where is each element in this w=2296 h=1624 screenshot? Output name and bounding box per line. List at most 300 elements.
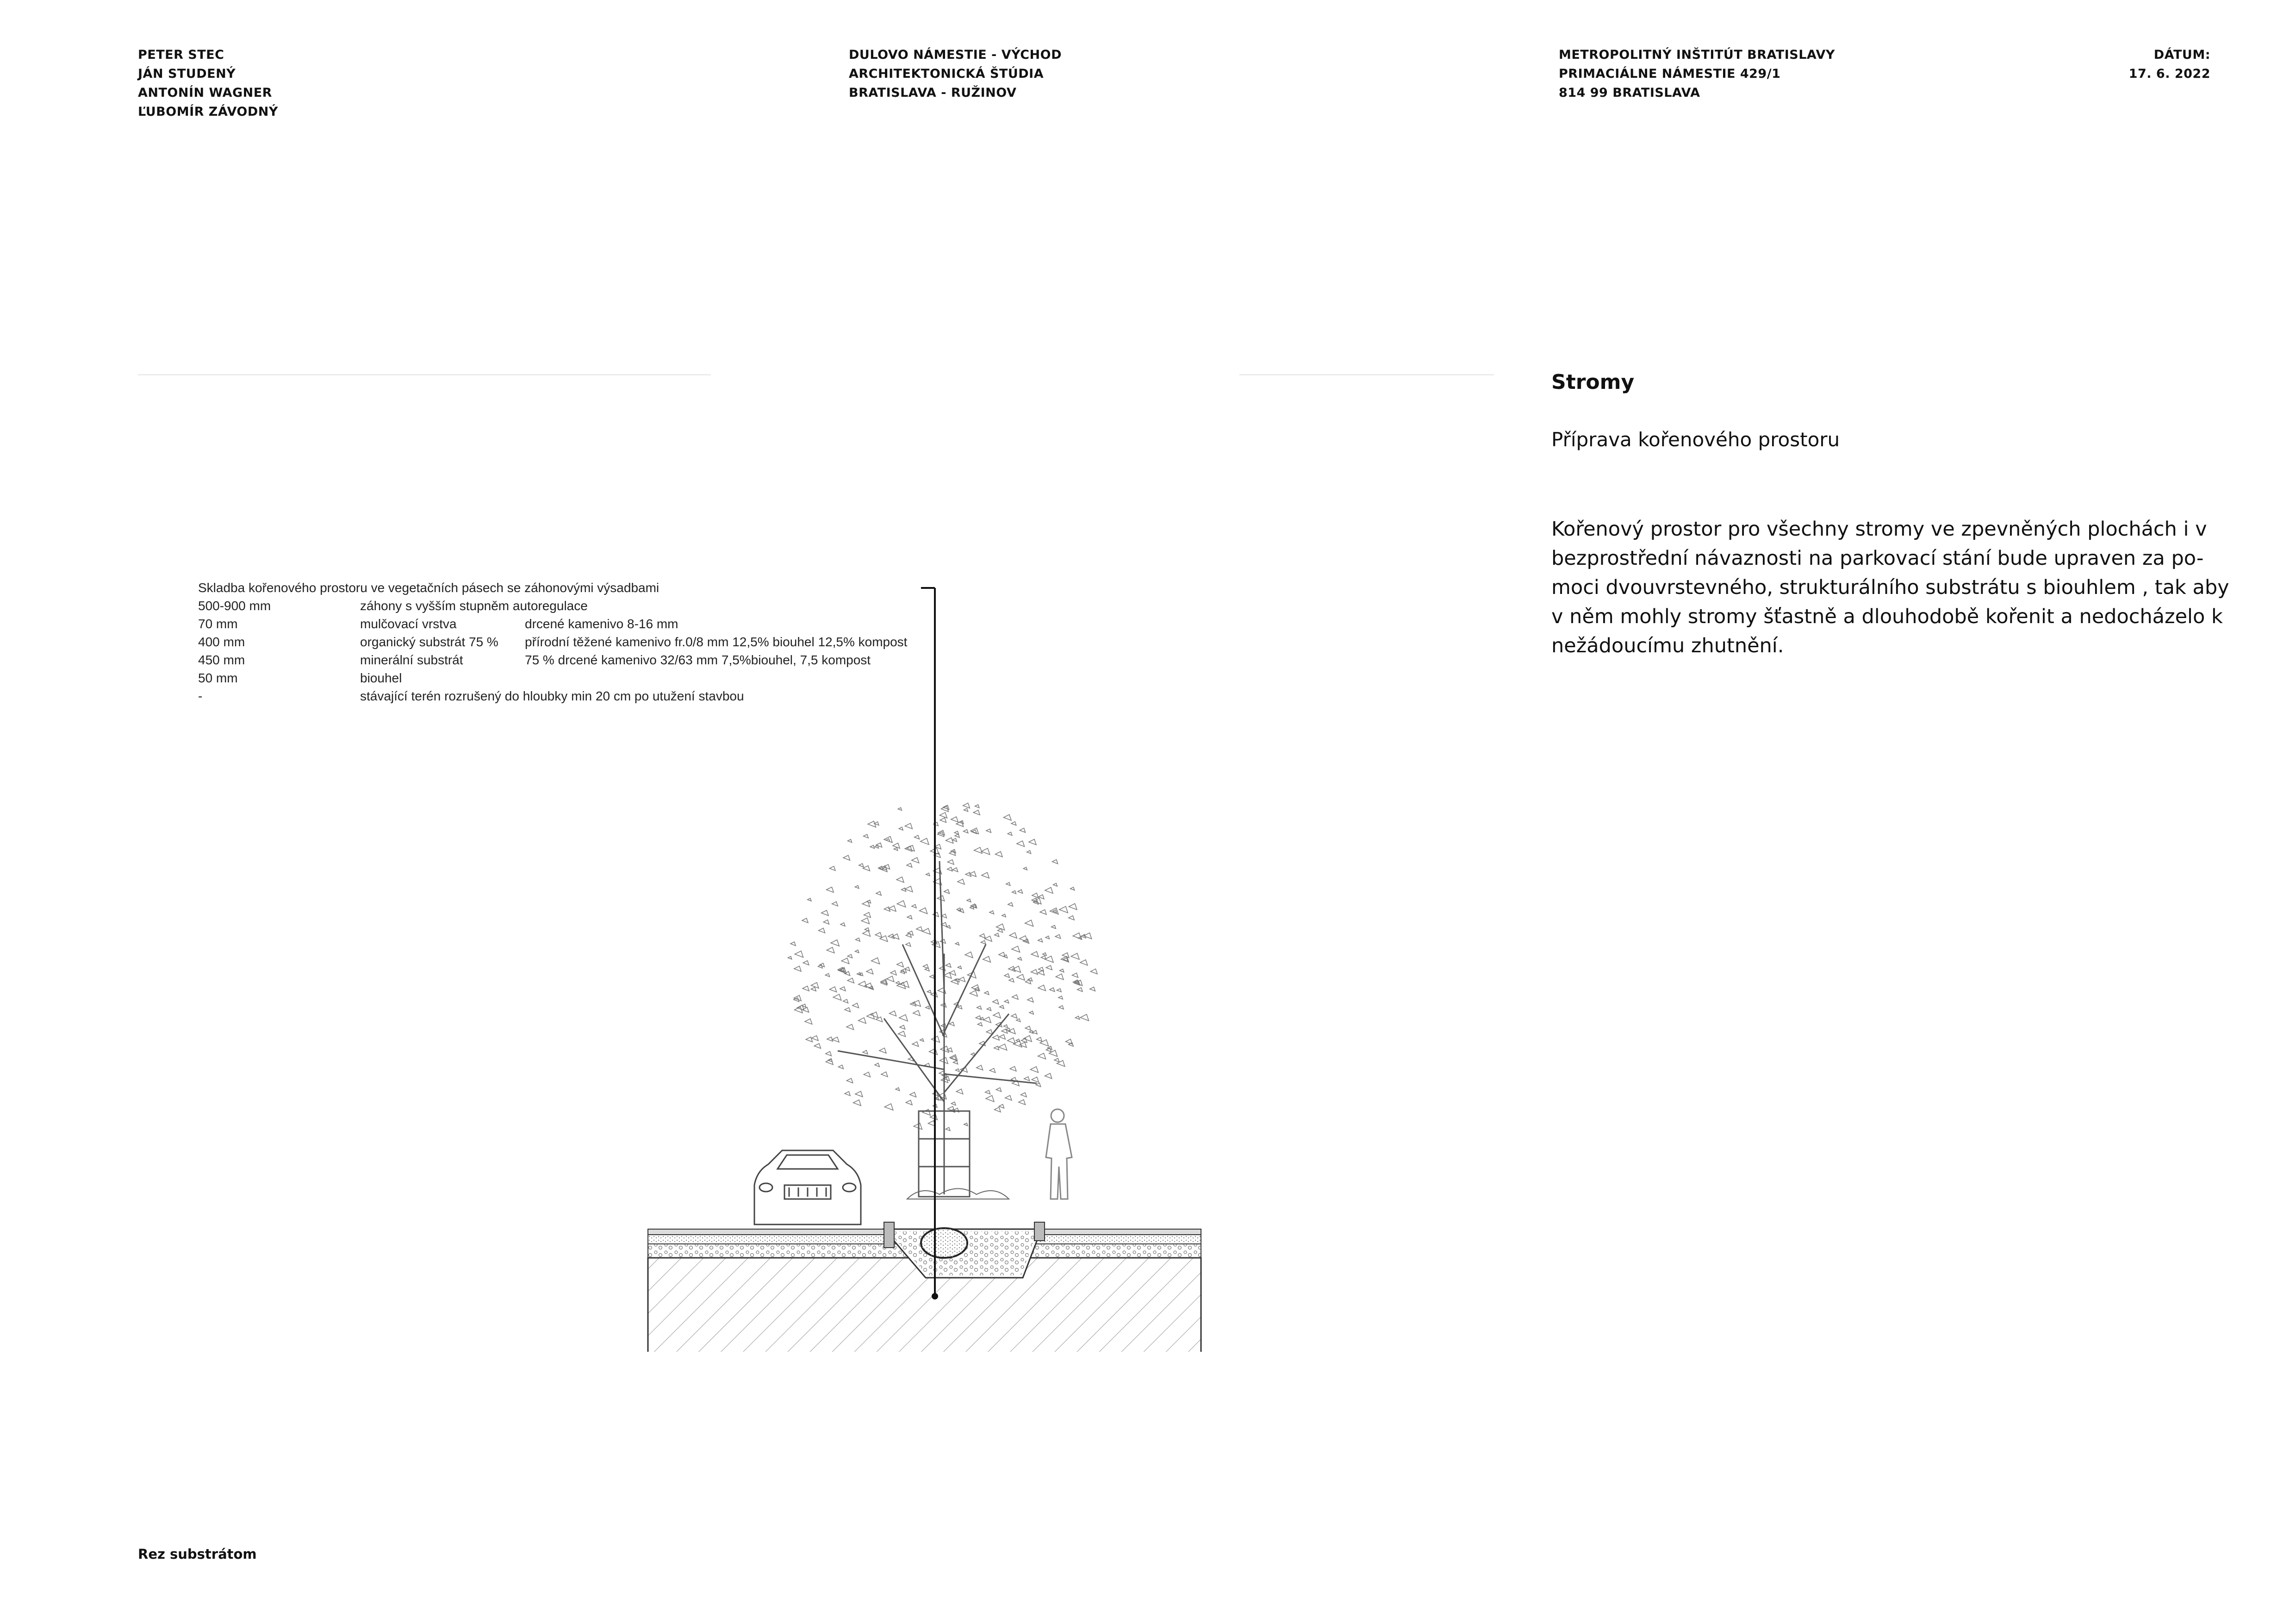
leaf [1057,988,1061,992]
section-subtitle: Příprava kořenového prostoru [1551,428,1840,451]
leaf [812,1036,818,1041]
authors-block [138,45,278,121]
leaf [790,942,796,945]
leaf [876,892,881,895]
leaf [1027,998,1033,1002]
body-line: bezprostřední návaznosti na parkovací stání bude upraven za po- [1551,547,2204,570]
leaf [946,963,951,968]
legend-row [198,615,678,633]
leaf [1058,996,1063,999]
leaf [848,839,852,843]
leaf [820,963,825,967]
body-line: v něm mohly stromy šťastně a dlouhodobě kořenit a nedocházelo k [1551,605,2223,628]
drawing-caption: Rez substrátom [138,1546,257,1562]
leaf [1004,974,1009,977]
leaf [871,958,880,964]
leaf [890,1011,896,1016]
project-line: ARCHITEKTONICKÁ ŠTÚDIA [849,67,1044,81]
leaf [964,1123,968,1126]
leaf [987,1007,991,1011]
leaf [994,1107,1001,1112]
leaf [870,845,874,849]
leaf [965,952,973,958]
leaf [894,848,897,850]
legend-material: přírodní těžené kamenivo fr.0/8 mm 12,5% biouhel 12,5% kompost [525,635,908,649]
leaf [1069,904,1076,910]
leaf [1059,906,1068,913]
leaf [947,867,952,871]
leaf [855,1091,863,1097]
leaf [899,827,903,831]
leaf [914,1123,922,1130]
measure-line [921,588,937,1299]
leaf [921,838,929,845]
leaf [1027,850,1031,854]
leaf [1045,1073,1052,1078]
leaf [881,1072,888,1077]
leaf [920,908,927,914]
leaf [1023,867,1027,870]
leaf [805,1019,812,1024]
author-name: JÁN STUDENÝ [138,67,236,81]
leaf [1012,995,1018,999]
leaf [1090,969,1097,974]
legend-depth: 450 mm [198,653,245,667]
shrub-row [907,1189,1009,1199]
leaf [952,868,958,872]
legend-layer: biouhel [360,671,402,685]
person-icon [1046,1109,1072,1199]
leaf [871,1012,878,1018]
leaf [1008,832,1012,835]
leaf [930,1114,937,1120]
leaf [1045,936,1049,939]
leaf [940,812,947,818]
project-line: DULOVO NÁMESTIE - VÝCHOD [849,48,1062,62]
leaf [845,1007,850,1012]
leaf [829,987,836,992]
leaf [999,1044,1007,1050]
leaf [826,1051,832,1056]
legend-material: 75 % drcené kamenivo 32/63 mm 7,5%biouhel, 7,5 kompost [525,653,871,667]
legend-material: drcené kamenivo 8-16 mm [525,617,678,631]
leaf [1031,969,1038,974]
leaf [1030,1067,1038,1073]
leaf [1050,988,1055,992]
leaf [859,1018,866,1023]
leaf [811,987,816,991]
leaf [941,806,949,812]
leaf [1077,987,1083,991]
leaf [884,837,892,843]
divider-line [138,374,711,375]
divider-line [1239,374,1494,375]
leaf [1009,978,1014,982]
leaf [986,829,991,833]
leaf [912,905,916,908]
legend-layer: záhony s vyšším stupněm autoregulace [360,599,588,613]
legend-depth: 50 mm [198,671,238,685]
leaf [1012,891,1016,894]
leaf [1056,974,1064,980]
leaf [984,991,989,994]
leaf [905,823,912,829]
leaf [888,934,894,939]
leaf [980,934,985,938]
legend-depth: 400 mm [198,635,245,649]
leaf [1006,882,1010,886]
leaf [884,864,890,869]
ground-section [648,1222,1201,1352]
leaf [953,1061,958,1064]
leaf [867,900,871,903]
leaf [884,1104,893,1110]
leaf [906,933,911,937]
leaf [977,1006,982,1009]
leaf [983,1017,991,1023]
leaf [875,932,882,937]
leaf [1073,933,1081,939]
leaf [1053,883,1058,887]
leaf [1046,965,1052,970]
leaf [819,928,825,933]
leaf [879,1048,886,1053]
leaf [859,863,864,867]
leaf [1018,957,1022,960]
leaf [956,1069,959,1072]
leaf [996,1088,1001,1092]
leaf [856,938,860,941]
leaf [958,879,964,884]
leaf [862,901,870,906]
legend-row [198,633,908,651]
leaf [1081,934,1086,938]
leaf [1054,1058,1059,1062]
leaf [1090,987,1095,991]
leaf [983,956,991,962]
leaf [912,1042,919,1046]
leaf [946,837,953,843]
leaf [925,968,929,971]
leaf [843,999,848,1003]
leaf [912,857,919,863]
leaf [906,1100,912,1105]
leaf [840,923,845,926]
leaf [898,807,902,810]
leaf [922,928,930,934]
leaf [896,981,900,984]
leaf [1038,985,1045,991]
leaf [855,950,859,953]
leaf [1029,1011,1033,1014]
leaf [907,863,912,868]
substrate-legend [198,579,908,705]
leaf [803,961,809,965]
leaf [954,831,958,834]
leaf [1020,828,1025,832]
leaf [1038,1053,1046,1059]
leaf [967,899,971,902]
leaf [1045,887,1053,893]
leaf [863,866,870,871]
leaf [910,1092,916,1097]
body-line: moci dvouvrstevného, strukturálního substrátu s biouhlem , tak aby [1551,576,2229,599]
leaf [1039,967,1044,971]
leaf [880,936,888,942]
leaf [1008,1038,1015,1044]
author-name: ANTONÍN WAGNER [138,86,272,100]
leaf [868,821,876,827]
leaf [825,974,829,977]
leaf [959,977,965,981]
leaf [993,1012,1001,1018]
leaf [985,1090,990,1094]
date-block [2129,45,2210,83]
leaf [1017,841,1025,846]
legend-layer: mulčovací vrstva [360,617,457,631]
leaf [922,1109,930,1115]
leaf [859,981,867,987]
leaf [876,843,882,847]
legend-layer: organický substrát 75 % [360,635,498,649]
body-paragraph [1551,515,2232,661]
leaf [1038,939,1043,942]
leaf [1016,1018,1020,1022]
author-name: PETER STEC [138,48,224,62]
leaf [898,1031,906,1037]
leaf [1008,903,1013,906]
leaf [920,1039,924,1042]
leaf [981,848,989,855]
leaf [993,999,999,1004]
leaf [1029,1031,1033,1033]
leaf [1059,1006,1064,1009]
leaf [802,918,808,923]
leaf [1078,937,1082,939]
leaf [1055,935,1061,939]
leaf [864,834,868,838]
leaf [803,986,809,991]
leaf [1020,1093,1027,1097]
leaf [949,1022,954,1026]
leaf [832,1037,839,1042]
leaf [1032,893,1038,898]
leaf [1016,1039,1020,1042]
leaf [1040,1040,1048,1046]
leaf [827,887,834,893]
client-line: PRIMACIÁLNE NÁMESTIE 429/1 [1559,67,1781,81]
leaf [841,958,849,963]
leaf [915,835,920,839]
leaf [846,1024,853,1030]
leaf [930,975,934,979]
leaf [876,1017,882,1022]
leaf [1024,1077,1030,1081]
leaf [958,966,961,969]
leaf [929,1049,938,1055]
leaf [907,915,912,919]
leaf [1032,1077,1039,1082]
leaf [916,927,922,931]
leaf [1080,1014,1089,1021]
leaf [989,911,994,914]
leaf [1069,916,1074,920]
leaf [994,1046,999,1050]
leaf [995,851,1002,857]
leaf [838,1065,843,1069]
leaf [944,889,950,893]
date-label: DÁTUM: [2153,48,2210,62]
leaf [1037,1037,1042,1042]
legend-layer: stávající terén rozrušený do hloubky min 20 cm po utužení stavbou [360,689,744,703]
leaf [863,1050,868,1054]
leaf [897,962,903,967]
leaf [1011,822,1016,825]
leaf [847,978,854,983]
leaf [999,1104,1004,1108]
leaf [985,936,992,942]
section-title: Stromy [1551,370,1635,394]
leaf [955,942,959,945]
leaf [902,888,906,891]
leaf [1000,1006,1004,1009]
leaf [982,873,989,878]
leaf [864,912,871,918]
leaf [986,1030,992,1034]
leaf [866,969,873,974]
leaf [865,928,869,931]
leaf [977,1065,983,1070]
leaf [806,1037,812,1042]
leaf [1002,914,1006,917]
body-line: nežádoucímu zhutnění. [1551,634,1784,657]
leaf [1004,1000,1009,1003]
leaf [829,866,835,870]
leaf [814,1043,821,1049]
leaf [852,1003,859,1008]
leaf [1063,958,1068,961]
leaf [995,933,999,937]
leaf [1043,953,1046,956]
leaf [940,818,946,823]
leaf [1075,1016,1079,1019]
leaf [795,951,803,957]
leaf [974,847,982,853]
leaf [977,1023,982,1026]
leaf [951,817,958,822]
leaf [1017,974,1025,981]
leaf [1012,946,1020,952]
leaf [788,956,792,959]
leaf [1025,920,1033,926]
leaf [997,929,1002,932]
leaf [853,1100,861,1106]
leaf [1018,890,1023,893]
leaf [999,1035,1005,1039]
leaf [946,1127,950,1131]
leaf [840,987,846,991]
leaf [1040,910,1046,914]
leaf [845,1092,850,1096]
leaf [927,990,931,993]
leaf [956,1089,963,1094]
leaf [899,1015,908,1021]
author-name: ĽUBOMÍR ZÁVODNÝ [138,105,278,119]
client-block [1559,45,1835,102]
leaf [946,925,950,928]
leaf [975,805,979,808]
section-drawing [643,583,1217,1352]
leaf [1011,1014,1017,1018]
leaf [1052,925,1056,929]
leaf [1031,951,1039,957]
leaf [827,1037,833,1041]
leaf [831,940,839,946]
leaf [949,851,955,856]
leaf [1003,815,1011,820]
leaf [847,955,852,958]
leaf [864,1072,870,1077]
leaf [1071,953,1079,959]
leaf [1072,973,1078,978]
leaf [843,856,850,861]
leaf [1004,1024,1008,1028]
leaf [1025,1026,1031,1030]
leaf [970,990,977,996]
leaf [989,1068,995,1073]
leaf [964,808,968,812]
leaf [1060,969,1064,972]
legend-row [198,597,659,615]
leaf [926,1006,930,1009]
leaf [1009,933,1017,938]
leaf [896,1087,900,1091]
leaf [896,877,904,882]
leaf [823,920,829,924]
leaf [861,918,869,924]
leaf [926,873,930,876]
legend-depth: 500-900 mm [198,599,271,613]
leaf [963,803,970,808]
legend-title: Skladba kořenového prostoru ve vegetačních pásech se záhonovými výsadbami [198,581,660,595]
leaf [833,994,841,1000]
client-line: METROPOLITNÝ INŠTITÚT BRATISLAVY [1559,48,1835,62]
legend-depth: - [198,689,203,703]
leaf [959,820,963,824]
leaf [1050,908,1058,914]
leaf [827,947,834,953]
leaf [964,830,968,833]
leaf [846,1078,852,1083]
legend-row [198,651,871,669]
leaf [999,952,1005,957]
project-line: BRATISLAVA - RUŽINOV [849,86,1017,100]
leaf [794,1007,802,1013]
leaf [897,900,906,907]
date-value: 17. 6. 2022 [2128,67,2210,81]
leaf [808,898,811,901]
leaf [947,860,954,864]
leaf [794,966,801,971]
leaf [867,1013,875,1019]
client-line: 814 99 BRATISLAVA [1559,86,1700,100]
leaf [986,1095,994,1101]
leaf [832,902,838,906]
leaf [1070,887,1075,890]
body-line: Kořenový prostor pro všechny stromy ve zpevněných plochách i v [1551,518,2207,541]
leaf [910,1002,916,1006]
leaf [981,941,986,944]
